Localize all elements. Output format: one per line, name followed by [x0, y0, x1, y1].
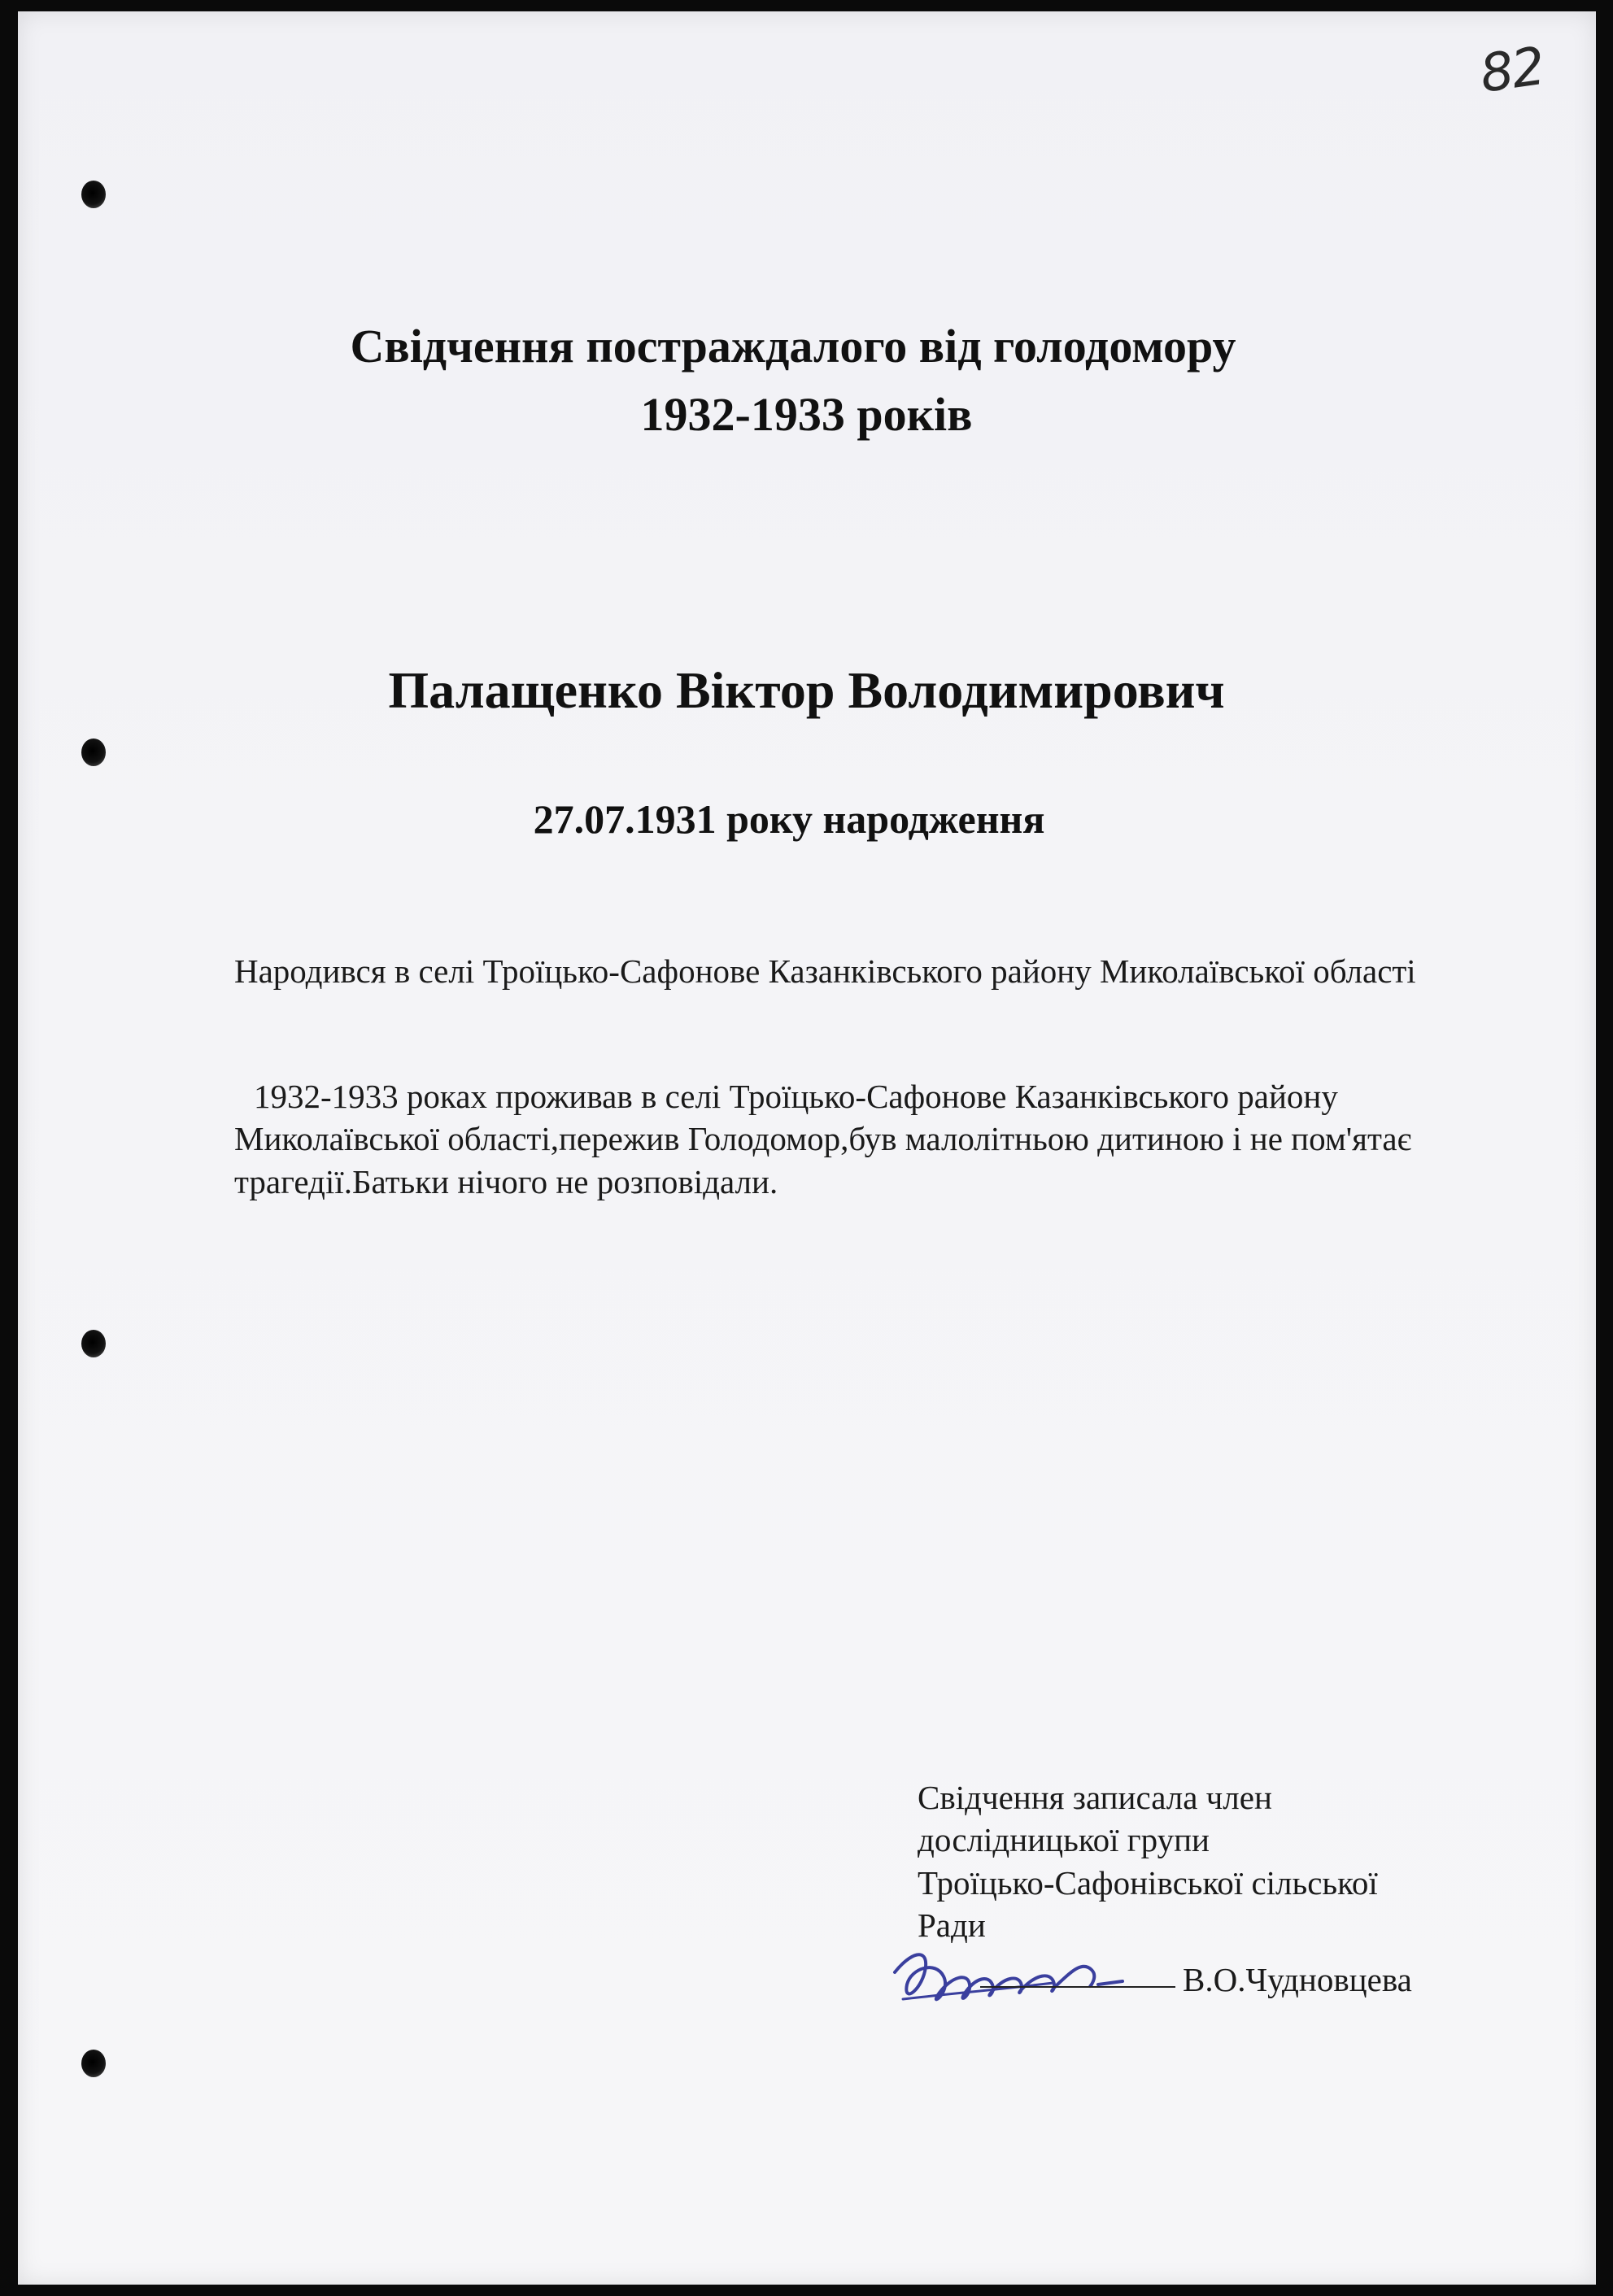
document-title-line-2: 1932-1933 років — [640, 388, 973, 441]
recorder-line-2: дослідницької групи — [918, 1821, 1210, 1859]
handwritten-signature — [878, 1928, 1171, 2025]
punch-hole — [81, 181, 106, 208]
recorder-block — [918, 1776, 1487, 1947]
punch-hole — [81, 1330, 106, 1357]
paragraph-testimony: 1932-1933 роках проживав в селі Троїцько-Сафонове Казанківського району Миколаївської області,пережив Голодомор,був малолітньою дитиною і не пом'ятає трагедії.Батьки нічого не розповідали. — [234, 1078, 1412, 1200]
document-title-line-1: Свідчення постраждалого від голодомору — [350, 320, 1236, 373]
signer-name: В.О.Чудновцева — [1183, 1961, 1412, 1998]
punch-hole — [81, 738, 106, 766]
handwritten-page-number: 82 — [1476, 36, 1548, 106]
birth-date-line: 27.07.1931 року народження — [533, 796, 1045, 842]
recorder-line-3: Троїцько-Сафонівської сільської — [918, 1863, 1378, 1902]
punch-hole — [81, 2050, 106, 2077]
paragraph-birthplace: Народився в селі Троїцько-Сафонове Казанківського району Миколаївської області — [234, 952, 1416, 990]
recorder-line-1: Свідчення записала член — [918, 1779, 1272, 1816]
signature-line — [980, 1986, 1175, 1988]
recorder-line-4: Ради — [918, 1906, 986, 1945]
person-name: Палащенко Віктор Володимирович — [388, 661, 1225, 719]
